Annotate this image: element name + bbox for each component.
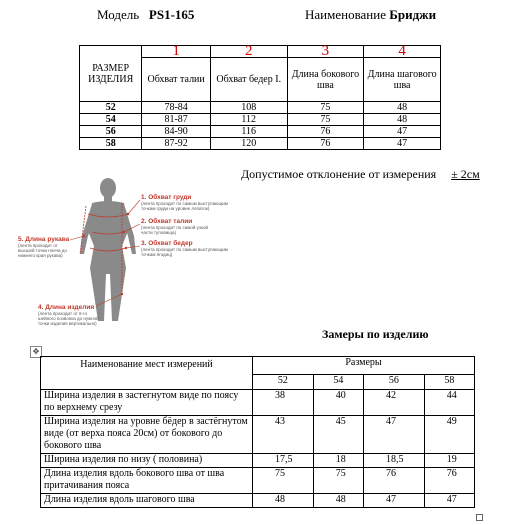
label-sleeve: 5. Длина рукава (лента проходит от высшей точки плеча до нижнего края рукава) (18, 236, 70, 258)
table-cell: 112 (210, 114, 287, 126)
table-cell: 47 (364, 138, 441, 150)
measure-name: Ширина изделия на уровне бёдер в застёгнутом виде (от верха пояса 20см) от бокового до бокового шва (41, 416, 253, 454)
table-cell: 81-87 (142, 114, 211, 126)
table-cell: 47 (363, 494, 424, 508)
table-row (41, 468, 475, 494)
table-row (80, 138, 441, 150)
table-cell: 49 (424, 416, 474, 454)
col-name-header: Наименование мест измерений (41, 357, 253, 390)
table-row (80, 114, 441, 126)
table-row (80, 126, 441, 138)
col-num-3: 3 (287, 46, 364, 58)
table-row (41, 454, 475, 468)
col-num-2: 2 (210, 46, 287, 58)
table-cell: 75 (313, 468, 363, 494)
row-size: 56 (80, 126, 142, 138)
size-header: 54 (313, 375, 363, 390)
table-cell: 120 (210, 138, 287, 150)
size-table-num-row (80, 46, 441, 58)
size-header: 58 (424, 375, 474, 390)
table-cell: 78-84 (142, 102, 211, 114)
table-cell: 42 (363, 390, 424, 416)
table-cell: 116 (210, 126, 287, 138)
table-cell: 18,5 (363, 454, 424, 468)
measures-header-row (41, 357, 475, 375)
label-hips: 3. Обхват бедер (лента проходит по самым выступающим точкам ягодиц) (141, 240, 228, 257)
table-cell: 48 (364, 102, 441, 114)
table-row (80, 102, 441, 114)
table-cell: 19 (424, 454, 474, 468)
table-cell: 48 (253, 494, 314, 508)
table-cell: 47 (363, 416, 424, 454)
label-length: 4. Длина изделия (лента проходит от 6-го шейного позвонка до нужной точки изделия вертикально) (38, 304, 99, 326)
measures-title: Замеры по изделию (322, 327, 429, 341)
table-cell: 48 (364, 114, 441, 126)
table-cell: 87-92 (142, 138, 211, 150)
measurement-figure (18, 176, 238, 326)
tolerance-note (241, 167, 480, 182)
table-cell: 40 (313, 390, 363, 416)
measures-table (40, 356, 475, 508)
model-value: PS1-165 (148, 7, 195, 22)
table-cell: 47 (364, 126, 441, 138)
table-cell: 18 (313, 454, 363, 468)
table-resize-handle[interactable] (476, 514, 483, 521)
table-row (41, 390, 475, 416)
table-cell: 76 (287, 126, 364, 138)
measure-name: Ширина изделия в застегнутом виде по поясу по верхнему срезу (41, 390, 253, 416)
table-cell: 76 (363, 468, 424, 494)
col-label-2: Обхват бедер I. (210, 58, 287, 102)
table-cell: 75 (287, 102, 364, 114)
measure-name: Ширина изделия по низу ( половина) (41, 454, 253, 468)
measure-name: Длина изделия вдоль шагового шва (41, 494, 253, 508)
label-chest: 1. Обхват груди (лента проходит по самым выступающим точкам груди на уровне лопаток) (141, 194, 228, 211)
row-size: 58 (80, 138, 142, 150)
table-move-handle-icon[interactable]: ✥ (30, 346, 42, 358)
col-num-1: 1 (142, 46, 211, 58)
table-cell: 108 (210, 102, 287, 114)
size-column-header: РАЗМЕР ИЗДЕЛИЯ (80, 46, 142, 102)
table-row (41, 494, 475, 508)
product-name-value: Бриджи (389, 7, 437, 22)
size-table (79, 45, 441, 150)
table-cell: 47 (424, 494, 474, 508)
col-num-4: 4 (364, 46, 441, 58)
product-name-line (305, 7, 436, 23)
row-size: 54 (80, 114, 142, 126)
col-label-1: Обхват талии (142, 58, 211, 102)
size-header: 52 (253, 375, 314, 390)
size-header: 56 (363, 375, 424, 390)
product-name-label: Наименование (305, 7, 386, 22)
table-cell: 43 (253, 416, 314, 454)
measure-name: Длина изделия вдоль бокового шва от шва притачивания пояса (41, 468, 253, 494)
table-cell: 48 (313, 494, 363, 508)
table-cell: 75 (287, 114, 364, 126)
table-cell: 75 (253, 468, 314, 494)
col-sizes-header: Размеры (253, 357, 475, 375)
col-label-4: Длина шагового шва (364, 58, 441, 102)
model-label: Модель (97, 7, 140, 22)
table-cell: 44 (424, 390, 474, 416)
row-size: 52 (80, 102, 142, 114)
table-row (41, 416, 475, 454)
tolerance-value: ± 2см (451, 167, 480, 181)
table-cell: 84-90 (142, 126, 211, 138)
table-cell: 38 (253, 390, 314, 416)
model-line (97, 7, 194, 23)
table-cell: 17,5 (253, 454, 314, 468)
table-cell: 45 (313, 416, 363, 454)
table-cell: 76 (424, 468, 474, 494)
table-cell: 76 (287, 138, 364, 150)
label-waist: 2. Обхват талии (лента проходит по самой узкой части туловища) (141, 218, 208, 235)
col-label-3: Длина бокового шва (287, 58, 364, 102)
tolerance-label: Допустимое отклонение от измерения (241, 167, 437, 181)
